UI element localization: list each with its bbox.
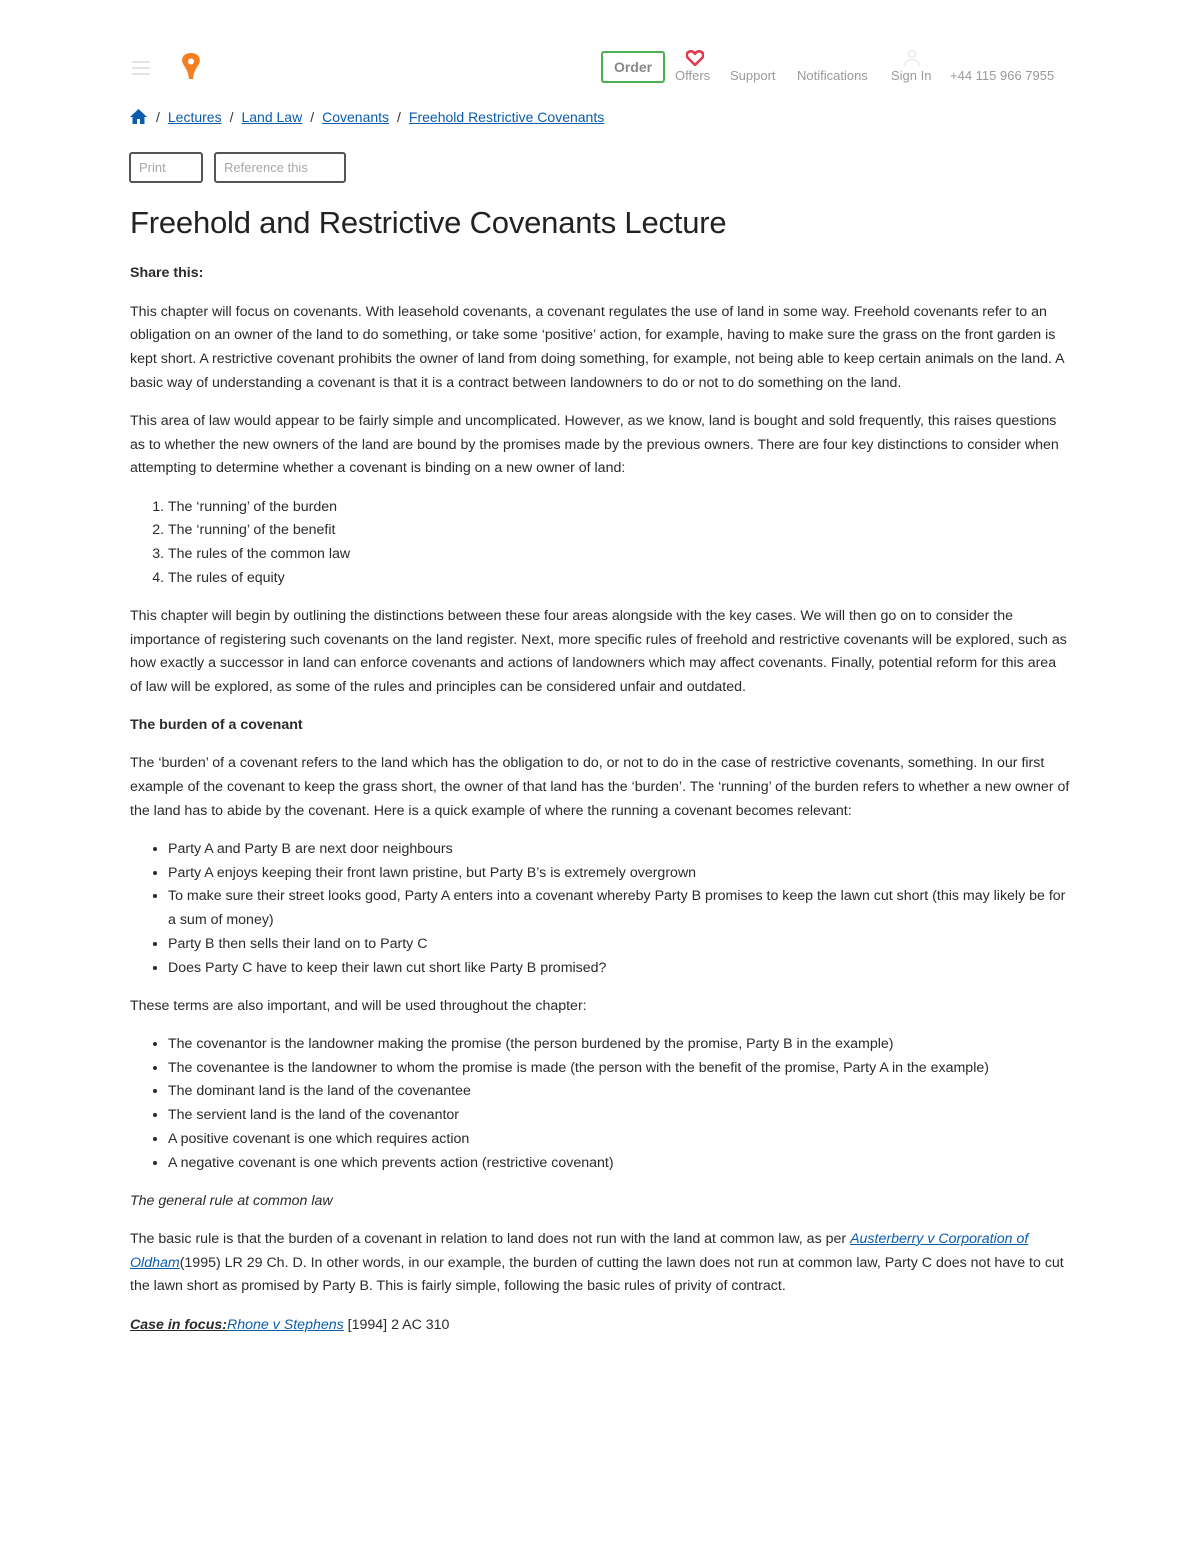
intro-paragraph-3: This chapter will begin by outlining the distinctions between these four areas alongside with the key cases. We will then go on to consider the importance of registering such covenants on the land register. Next, more specific rules of freehold and restrictive covenants will be explored, such as how exactly a successor in land can enforce covenants and actions of landowners which may affect covenants. Finally, potential reform for this area of law will be explored, as some of the rules and principles can be considered unfair and outdated.: [130, 607, 1067, 696]
breadcrumb-land-law[interactable]: Land Law: [241, 108, 303, 125]
home-icon[interactable]: [129, 108, 148, 125]
phone-number[interactable]: +44 115 966 7955: [950, 68, 1055, 83]
list-item: • Party B then sells their land on to Party C: [168, 933, 1070, 957]
burden-paragraph: The ‘burden’ of a covenant refers to the land which has the obligation to do, or not to do in the case of restrictive covenants, something. In our first example of the covenant to keep the grass short, the owner of that land has the ‘burden’. The ‘running’ of the burden refers to whether a new owner of the land has to abide by the covenant. Here is a quick example of where the running a covenant becomes relevant:: [130, 755, 1070, 819]
list-item: • Party A and Party B are next door neighbours: [168, 838, 1070, 862]
list-item: • A positive covenant is one which requires action: [168, 1128, 1070, 1152]
list-item: • A negative covenant is one which prevents action (restrictive covenant): [168, 1152, 1070, 1176]
offers-link[interactable]: Offers: [675, 68, 711, 83]
example-list: [130, 838, 1070, 980]
general-rule-heading: The general rule at common law: [130, 1192, 333, 1209]
share-label: Share this:: [130, 265, 204, 281]
support-link[interactable]: Support: [730, 68, 776, 83]
breadcrumb-covenants[interactable]: Covenants: [322, 108, 390, 125]
terms-intro: These terms are also important, and will be used throughout the chapter:: [130, 997, 587, 1014]
case-in-focus-label: Case in focus:: [130, 1316, 227, 1333]
article-body: [130, 262, 1070, 1352]
breadcrumb: [129, 108, 604, 125]
list-item: • The dominant land is the land of the covenantee: [168, 1080, 1070, 1104]
breadcrumb-separator: /: [156, 108, 160, 125]
case-in-focus: [130, 1314, 1070, 1338]
list-item: 4. The rules of equity: [168, 567, 1070, 591]
reference-this-button[interactable]: Reference this: [214, 152, 346, 183]
rhone-v-stephens-link[interactable]: Rhone v Stephens: [226, 1316, 344, 1333]
intro-paragraph-1: This chapter will focus on covenants. With leasehold covenants, a covenant regulates the use of land in some way. Freehold covenants refer to an obligation on an owner of the land to do something, or take some ‘positive’ action, for example, having to make sure the grass on the front garden is kept short. A restrictive covenant prohibits the owner of land from doing something, for example, not being able to keep certain animals on the land. A basic way of understanding a covenant is that it is a contract between landowners to do or not to do something on the land.: [130, 303, 1064, 391]
basic-rule-text: The basic rule is that the burden of a covenant in relation to land does not run with the land at common law, as per: [130, 1230, 851, 1247]
basic-rule-text-continued: (1995) LR 29 Ch. D. In other words, in our example, the burden of cutting the lawn does not run at common law, Party C does not have to cut the lawn short as promised by Party B. This is fairly simple, following the basic rules of privity of contract.: [130, 1254, 1064, 1295]
list-item: 3. The rules of the common law: [168, 543, 1070, 567]
list-item: • The servient land is the land of the covenantor: [168, 1104, 1070, 1128]
print-button[interactable]: Print: [129, 152, 203, 183]
order-button[interactable]: Order: [601, 51, 665, 83]
user-icon[interactable]: [903, 49, 921, 67]
distinctions-list: [130, 496, 1070, 591]
sign-in-link[interactable]: Sign In: [891, 68, 932, 83]
breadcrumb-lectures[interactable]: Lectures: [167, 108, 222, 125]
list-item: • The covenantee is the landowner to whom the promise is made (the person with the benefit of the promise, Party A in the example): [168, 1057, 1070, 1081]
logo-icon[interactable]: [179, 52, 203, 80]
breadcrumb-separator: /: [310, 108, 315, 125]
page-title: Freehold and Restrictive Covenants Lecture: [130, 205, 727, 240]
case-citation: [1994] 2 AC 310: [343, 1316, 450, 1333]
notifications-link[interactable]: Notifications: [797, 68, 868, 83]
list-item: 1. The ‘running’ of the burden: [168, 496, 1070, 520]
list-item: 2. The ‘running’ of the benefit: [168, 519, 1070, 543]
austerberry-case-link[interactable]: Austerberry v Corporation of Oldham: [130, 1230, 1029, 1271]
basic-rule-paragraph: [130, 1228, 1070, 1299]
intro-paragraph-2: This area of law would appear to be fairly simple and uncomplicated. However, as we know, land is bought and sold frequently, this raises questions as to whether the new owners of the land are bound by the promises made by the previous owners. There are four key distinctions to consider when attempting to determine whether a covenant is binding on a new owner of land:: [130, 413, 1059, 477]
list-item: • The covenantor is the landowner making the promise (the person burdened by the promise, Party B in the example): [168, 1033, 1070, 1057]
breadcrumb-freehold-restrictive-covenants[interactable]: Freehold Restrictive Covenants: [408, 108, 605, 125]
burden-heading: The burden of a covenant: [130, 717, 303, 734]
terms-list: [130, 1033, 1070, 1175]
list-item: • To make sure their street looks good, Party A enters into a covenant whereby Party B promises to keep the lawn cut short (this may likely be for a sum of money): [168, 885, 1070, 932]
list-item: • Does Party C have to keep their lawn cut short like Party B promised?: [168, 957, 1070, 981]
hamburger-menu-icon[interactable]: [132, 61, 150, 75]
breadcrumb-separator: /: [229, 108, 234, 125]
breadcrumb-separator: /: [397, 108, 401, 125]
heart-icon[interactable]: [686, 50, 704, 66]
list-item: • Party A enjoys keeping their front lawn pristine, but Party B’s is extremely overgrown: [168, 862, 1070, 886]
